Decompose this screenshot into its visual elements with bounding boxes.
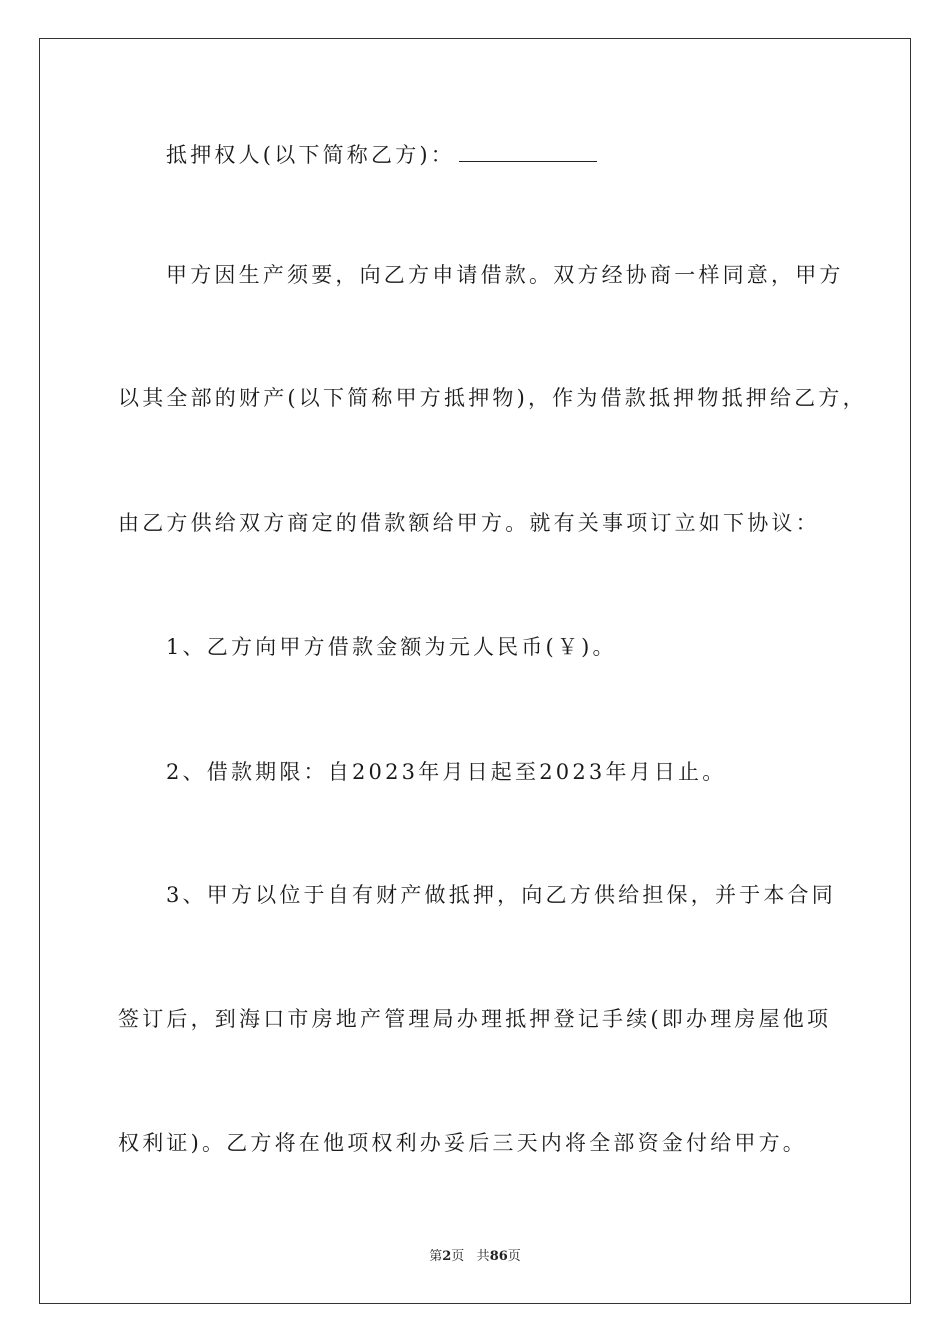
page-footer [0,1245,950,1264]
mortgagee-label: 抵押权人(以下简称乙方)： [166,143,455,167]
paragraph-line-3: 由乙方供给双方商定的借款额给甲方。就有关事项订立如下协议： [118,511,820,535]
footer-page-prefix: 第 [429,1249,443,1264]
clause-3-line-2: 签订后，到海口市房地产管理局办理抵押登记手续(即办理房屋他项 [118,1007,832,1031]
footer-page-suffix: 页 [451,1249,465,1264]
footer-total-prefix: 共 [476,1249,490,1264]
footer-page-number: 2 [442,1249,452,1264]
paragraph-line-1: 甲方因生产须要，向乙方申请借款。双方经协商一样同意，甲方 [166,263,844,287]
page-border [39,38,911,1304]
paragraph-line-mortgagee [166,140,597,170]
mortgagee-blank-field [459,141,597,162]
footer-total-suffix: 页 [507,1249,521,1264]
footer-total-pages: 86 [489,1249,508,1264]
clause-3-line-3: 权利证)。乙方将在他项权利办妥后三天内将全部资金付给甲方。 [118,1131,807,1155]
clause-3-line-1: 3、甲方以位于自有财产做抵押，向乙方供给担保，并于本合同 [166,883,836,907]
clause-1-line: 1、乙方向甲方借款金额为元人民币(￥)。 [166,635,617,659]
paragraph-line-2: 以其全部的财产(以下简称甲方抵押物)，作为借款抵押物抵押给乙方， [118,386,867,410]
clause-2-line: 2、借款期限：自2023年月日起至2023年月日止。 [166,760,727,784]
